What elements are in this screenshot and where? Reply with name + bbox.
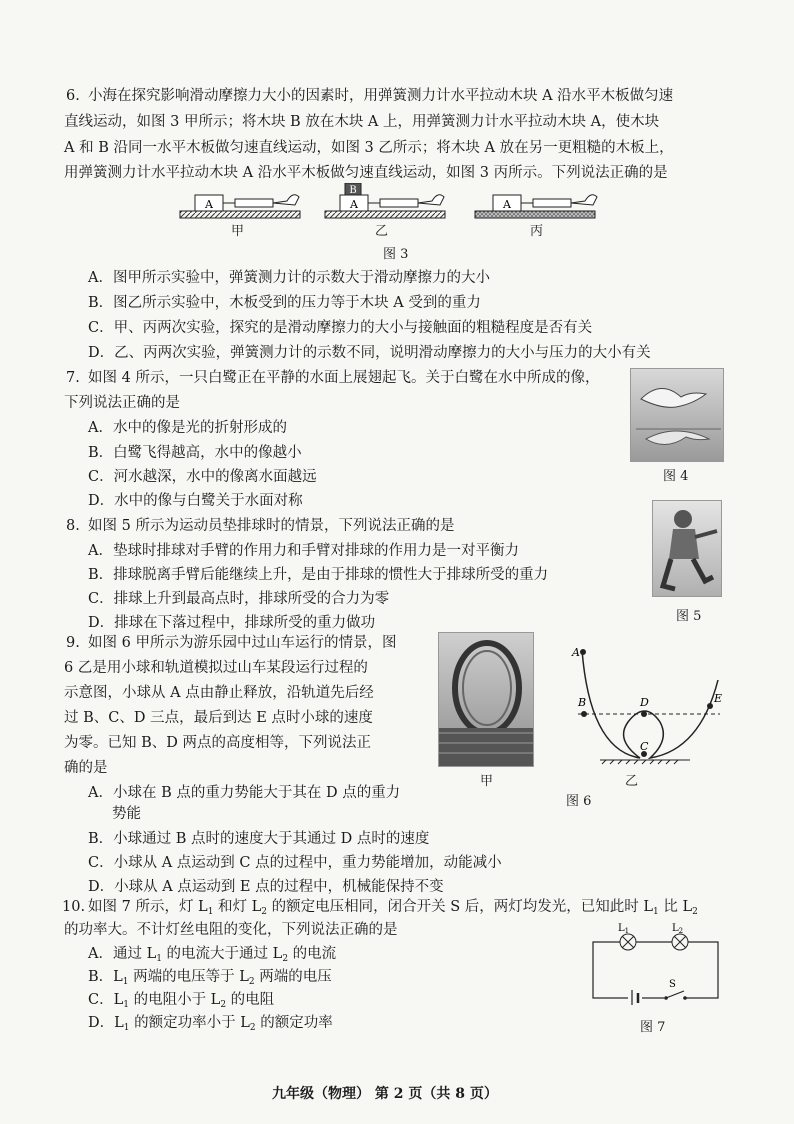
q8-option-c: C．排球上升到最高点时，排球所受的合力为零 [88,591,390,607]
fig7-caption: 图 7 [640,1020,666,1035]
q7-option-a: A．水中的像是光的折射形成的 [88,420,287,436]
q9-option-a-cont: 势能 [112,806,141,822]
rollercoaster-photo [438,632,534,767]
circuit-loop [593,942,718,998]
lamp-l1-label: $L_1$ [618,923,630,935]
switch-label: S [669,979,676,990]
point-a-dot [580,649,586,655]
fig6-sub-jia: 甲 [480,774,494,789]
q8-stem-line-1: 如图 5 所示为运动员垫排球时的情景，下列说法正确的是 [88,518,455,534]
block-a-label: A [350,198,358,211]
figure-7-circuit [588,920,723,1005]
q6-stem-line-1: 小海在探究影响滑动摩擦力大小的因素时，用弹簧测力计水平拉动木块 A 沿水平木板做匀速 [88,88,674,104]
volleyball-photo [652,500,722,597]
fig3-caption: 图 3 [383,247,409,262]
block-a-label: A [205,198,213,211]
track [582,650,718,758]
point-d-label: D [640,696,649,709]
q7-stem-line-1: 如图 4 所示，一只白鹭正在平静的水面上展翅起飞。关于白鹭在水中所成的像， [88,370,600,386]
board [180,211,300,218]
q10-stem-line-1: 如图 7 所示，灯 $L_1$ 和灯 $L_2$ 的额定电压相同，闭合开关 S 后，两灯均发光，已知此时 $L_1$ 比 $L_2$ [88,899,698,917]
q9-option-b: B．小球通过 B 点时的速度大于其通过 D 点时的速度 [88,831,430,847]
block-a-label: A [503,198,511,211]
block-b-label: B [349,185,357,196]
switch-s [664,991,687,1002]
q10-number: 10. [62,899,86,915]
lamp-l2-label: $L_2$ [672,923,684,935]
lamp-l1 [620,934,636,950]
fig3-setup-jia [180,195,300,218]
q9-stem-line-1: 如图 6 甲所示为游乐园中过山车运行的情景，图 [88,635,397,651]
q8-number: 8. [66,518,80,534]
fig4-caption: 图 4 [663,469,689,484]
q9-option-d: D．小球从 A 点运动到 E 点的过程中，机械能保持不变 [88,879,444,895]
point-c-label: C [640,740,649,753]
point-b-dot [581,711,587,717]
q6-option-a: A．图甲所示实验中，弹簧测力计的示数大于滑动摩擦力的大小 [88,270,490,286]
fig3-sub-jia: 甲 [231,224,245,239]
rough-board [475,211,595,218]
q9-stem-line-2: 6 乙是用小球和轨道模拟过山车某段运行过程的 [64,660,368,676]
q9-stem-line-3: 示意图，小球从 A 点由静止释放，沿轨道先后经 [64,685,374,701]
page-footer: 九年级（物理） 第 2 页（共 8 页） [272,1086,498,1102]
spring-scale [235,199,273,207]
fig5-caption: 图 5 [676,609,702,624]
q9-number: 9. [66,635,80,651]
point-b-label: B [578,696,587,709]
q6-number: 6. [66,88,80,104]
board [325,211,445,218]
q6-stem-line-3: A 和 B 沿同一水平木板做匀速直线运动，如图 3 乙所示；将木块 A 放在另一更粗糙的木板上， [64,140,674,156]
q10-stem-line-2: 的功率大。不计灯丝电阻的变化，下列说法正确的是 [64,922,398,938]
q7-number: 7. [66,370,80,386]
fig3-setup-yi [325,183,445,218]
spring-scale [380,199,418,207]
q9-option-a: A．小球在 B 点的重力势能大于其在 D 点的重力 [88,785,401,801]
q9-stem-line-5: 为零。已知 B、D 两点的高度相等，下列说法正 [64,735,371,751]
q10-option-a: A．通过 $L_1$ 的电流大于通过 $L_2$ 的电流 [88,946,337,964]
q7-stem-line-2: 下列说法正确的是 [64,395,180,411]
point-e-dot [707,703,713,709]
fig6-caption: 图 6 [566,794,592,809]
q9-option-c: C．小球从 A 点运动到 C 点的过程中，重力势能增加，动能减小 [88,855,502,871]
q9-stem-line-4: 过 B、C、D 三点，最后到达 E 点时小球的速度 [64,710,373,726]
q6-stem-line-2: 直线运动，如图 3 甲所示；将木块 B 放在木块 A 上，用弹簧测力计水平拉动木块 A，使木块 [64,114,660,130]
lamp-l2 [672,934,688,950]
q8-option-b: B．排球脱离手臂后能继续上升，是由于排球的惯性大于排球所受的重力 [88,567,549,583]
q7-option-d: D．水中的像与白鹭关于水面对称 [88,493,303,509]
battery [628,990,642,1005]
q10-option-c: C．$L_1$ 的电阻小于 $L_2$ 的电阻 [88,992,275,1010]
fig3-sub-yi: 乙 [375,224,389,239]
q6-option-c: C．甲、丙两次实验，探究的是滑动摩擦力的大小与接触面的粗糙程度是否有关 [88,320,593,336]
point-e-label: E [714,692,723,705]
spring-scale [533,199,571,207]
q7-option-c: C．河水越深，水中的像离水面越远 [88,469,317,485]
point-d-dot [641,711,647,717]
q6-option-d: D．乙、丙两次实验，弹簧测力计的示数不同，说明滑动摩擦力的大小与压力的大小有关 [88,345,651,361]
fig6-sub-yi: 乙 [625,774,639,789]
q8-option-d: D．排球在下落过程中，排球所受的重力做功 [88,615,376,631]
q6-stem-line-4: 用弹簧测力计水平拉动木块 A 沿水平木板做匀速直线运动，如图 3 丙所示。下列说法正确的是 [64,165,668,181]
point-a-label: A [572,646,580,659]
q8-option-a: A．垫球时排球对手臂的作用力和手臂对排球的作用力是一对平衡力 [88,543,519,559]
fig3-setup-bing [475,195,597,218]
q10-option-d: D．$L_1$ 的额定功率小于 $L_2$ 的额定功率 [88,1015,333,1033]
fig3-sub-bing: 丙 [530,224,544,239]
q10-option-b: B．$L_1$ 两端的电压等于 $L_2$ 两端的电压 [88,969,332,987]
q6-option-b: B．图乙所示实验中，木板受到的压力等于木块 A 受到的重力 [88,295,481,311]
figure-6-track [570,640,730,770]
q9-stem-line-6: 确的是 [64,760,108,776]
q7-option-b: B．白鹭飞得越高，水中的像越小 [88,445,302,461]
egret-photo [630,368,724,462]
